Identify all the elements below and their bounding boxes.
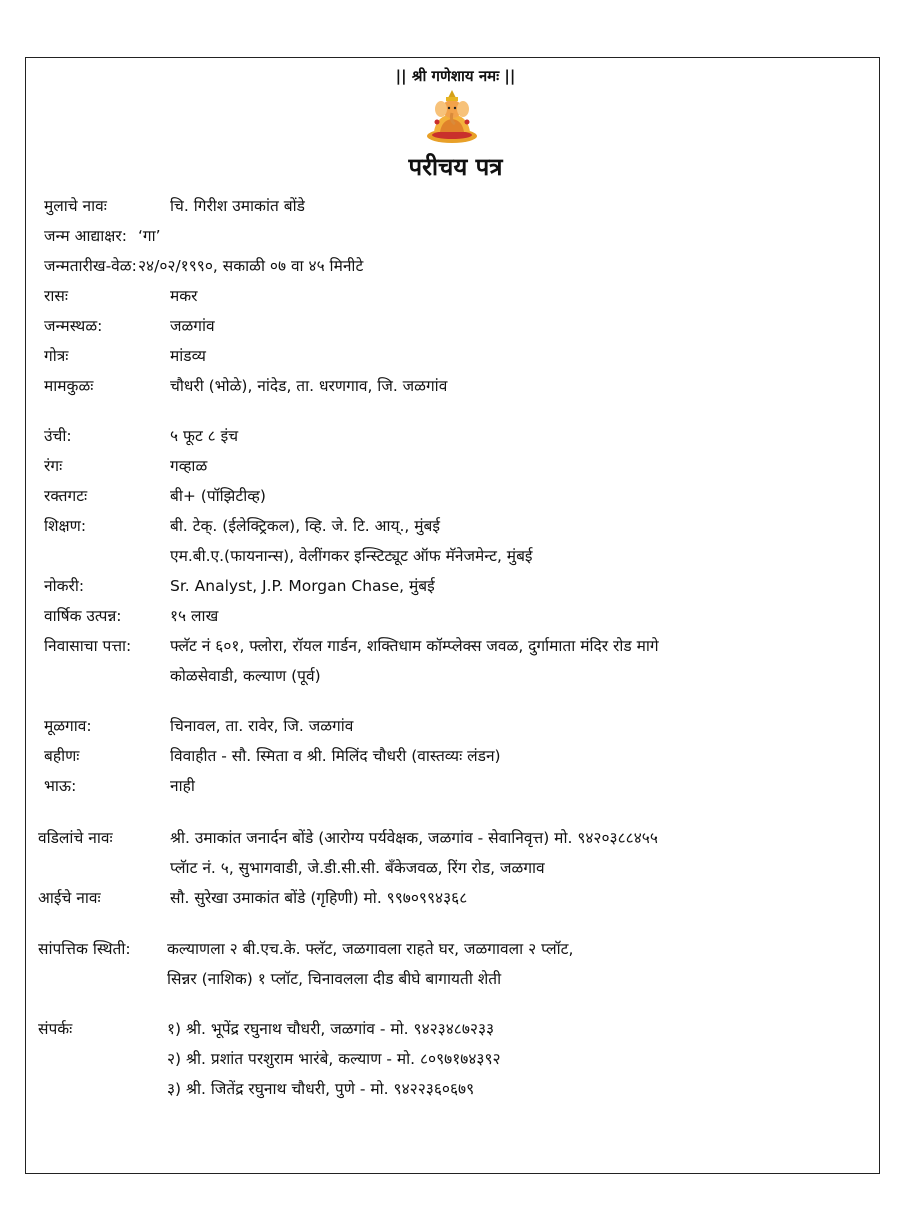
gotra-label: गोत्रः bbox=[44, 347, 69, 365]
native-label: मूळगाव: bbox=[44, 717, 92, 735]
native-value: चिनावल, ता. रावेर, जि. जळगांव bbox=[170, 717, 354, 735]
complexion-value: गव्हाळ bbox=[170, 457, 208, 475]
invocation-line: || श्री गणेशाय नमः || bbox=[395, 67, 516, 85]
address-label: निवासाचा पत्ता: bbox=[44, 637, 132, 655]
blood-group-label: रक्तगटः bbox=[44, 487, 88, 505]
name-label: मुलाचे नावः bbox=[44, 197, 107, 215]
father-line-1: श्री. उमाकांत जनार्दन बोंडे (आरोग्य पर्यवेक्षक, जळगांव - सेवानिवृत्त) मो. ९४२०३८८४५५ bbox=[170, 829, 658, 847]
income-value: १५ लाख bbox=[170, 607, 219, 625]
brother-value: नाही bbox=[170, 777, 195, 795]
birthplace-value: जळगांव bbox=[170, 317, 215, 335]
father-line-2: प्लॅाट नं. ५, सुभागवाडी, जे.डी.सी.सी. बँकेजवळ, रिंग रोड, जळगाव bbox=[170, 859, 545, 877]
address-line-1: फ्लॅट नं ६०१, फ्लोरा, रॉयल गार्डन, शक्तिधाम कॉम्प्लेक्स जवळ, दुर्गामाता मंदिर रोड मागे bbox=[170, 637, 659, 655]
mamkul-value: चौधरी (भोळे), नांदेड, ता. धरणगाव, जि. जळगांव bbox=[170, 377, 448, 395]
education-line-1: बी. टेक्. (ईलेक्ट्रिकल), व्हि. जे. टि. आय्., मुंबई bbox=[170, 517, 441, 535]
property-label: सांपत्तिक स्थिती: bbox=[38, 940, 131, 958]
document-title: परीचय पत्र bbox=[408, 153, 503, 181]
contact-line-2: २) श्री. प्रशांत परशुराम भारंबे, कल्याण - मो. ८०९७१७४३९२ bbox=[167, 1050, 501, 1068]
height-label: उंची: bbox=[44, 427, 72, 445]
property-line-2: सिन्नर (नाशिक) १ प्लॉट, चिनावलला दीड बीघे बागायती शेती bbox=[167, 970, 502, 988]
name-value: चि. गिरीश उमाकांत बोंडे bbox=[170, 197, 305, 215]
ganesha-icon bbox=[424, 88, 480, 144]
birth-datetime-value: २४/०२/१९९०, सकाळी ०७ वा ४५ मिनीटे bbox=[138, 257, 364, 275]
birth-letter-label: जन्म आद्याक्षर: bbox=[44, 227, 127, 245]
complexion-label: रंगः bbox=[44, 457, 63, 475]
job-value: Sr. Analyst, J.P. Morgan Chase, मुंबई bbox=[170, 577, 435, 595]
birth-letter-value: ‘गा’ bbox=[138, 227, 161, 245]
gotra-value: मांडव्य bbox=[170, 347, 206, 365]
contact-line-1: १) श्री. भूपेंद्र रघुनाथ चौधरी, जळगांव - मो. ९४२३४८७२३३ bbox=[167, 1020, 495, 1038]
sister-label: बहीणः bbox=[44, 747, 80, 765]
mamkul-label: मामकुळः bbox=[44, 377, 94, 395]
height-value: ५ फूट ८ इंच bbox=[170, 427, 239, 445]
education-label: शिक्षण: bbox=[44, 517, 87, 535]
job-label: नोकरी: bbox=[44, 577, 85, 595]
mother-value: सौ. सुरेखा उमाकांत बोंडे (गृहिणी) मो. ९९७०९९४३६८ bbox=[170, 889, 468, 907]
father-label: वडिलांचे नावः bbox=[38, 829, 113, 847]
rashi-value: मकर bbox=[170, 287, 198, 305]
property-line-1: कल्याणला २ बी.एच.के. फ्लॅट, जळगावला राहते घर, जळगावला २ प्लॉट, bbox=[167, 940, 574, 958]
birth-datetime-label: जन्मतारीख-वेळ: bbox=[44, 257, 137, 275]
sister-value: विवाहीत - सौ. स्मिता व श्री. मिलिंद चौधरी (वास्तव्यः लंडन) bbox=[170, 747, 501, 765]
contact-line-3: ३) श्री. जितेंद्र रघुनाथ चौधरी, पुणे - मो. ९४२२३६०६७९ bbox=[167, 1080, 475, 1098]
education-line-2: एम.बी.ए.(फायनान्स), वेलींगकर इन्स्टिट्यूट ऑफ मॅनेजमेन्ट, मुंबई bbox=[170, 547, 533, 565]
mother-label: आईचे नावः bbox=[38, 889, 101, 907]
brother-label: भाऊ: bbox=[44, 777, 77, 795]
rashi-label: रासः bbox=[44, 287, 68, 305]
contact-label: संपर्कः bbox=[38, 1020, 73, 1038]
income-label: वार्षिक उत्पन्न: bbox=[44, 607, 122, 625]
blood-group-value: बी+ (पॉझिटीव्ह) bbox=[170, 487, 266, 505]
address-line-2: कोळसेवाडी, कल्याण (पूर्व) bbox=[170, 667, 321, 685]
birthplace-label: जन्मस्थळ: bbox=[44, 317, 103, 335]
